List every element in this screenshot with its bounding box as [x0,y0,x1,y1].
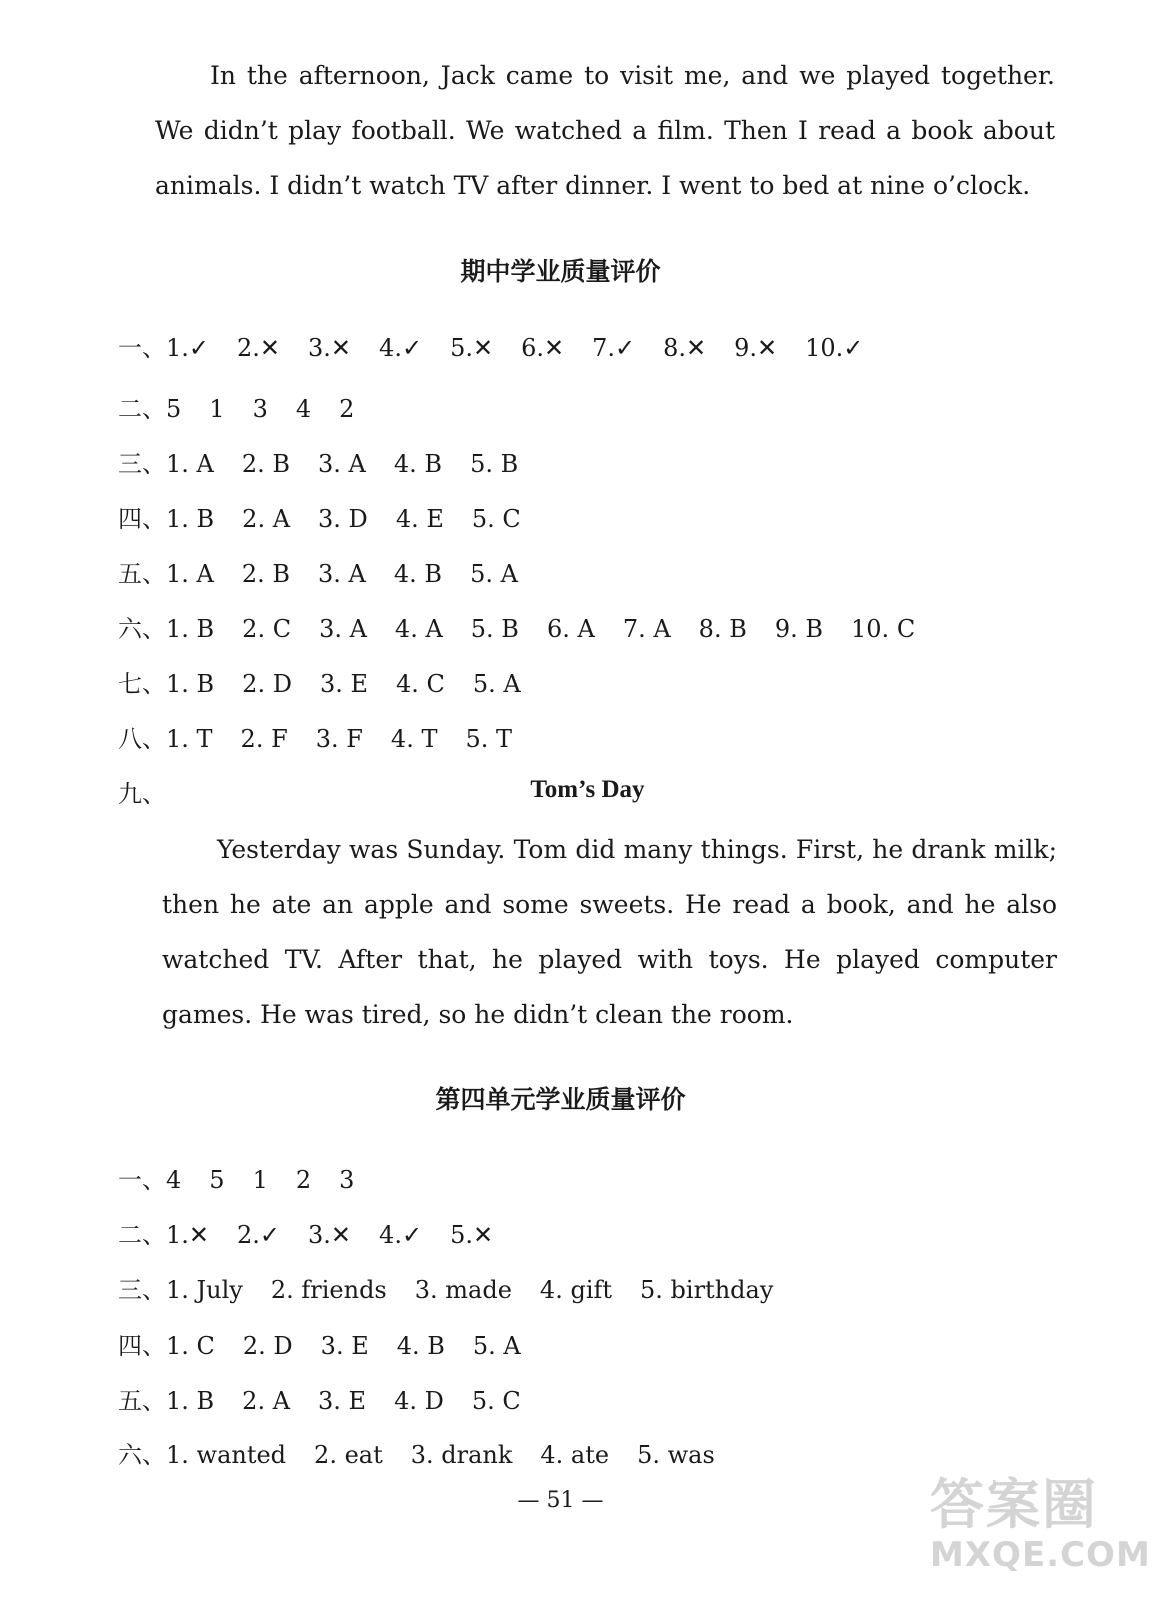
answer-item: 2. friends [270,1276,387,1304]
answer-item: 2. C [242,615,292,643]
answer-item: 2 [339,395,355,423]
answer-item: 4. E [395,505,444,533]
answer-item: 9.✕ [734,334,778,362]
watermark-url: MXQE.COM [930,1535,1151,1575]
answer-item: 5. was [637,1441,715,1469]
answer-item: 4. gift [539,1276,613,1304]
answer-item: 5. A [472,1332,521,1360]
s2-row-4 [118,1328,549,1364]
section2-title: 第四单元学业质量评价 [435,1085,686,1114]
answer-item: 2. B [241,560,291,588]
answer-item: 4. C [396,670,445,698]
answer-item: 9. B [774,615,824,643]
row-label: 六、 [118,615,166,643]
s2-row-2 [118,1217,521,1253]
row-label: 七、 [118,670,166,698]
top-paragraph: In the afternoon, Jack came to visit me, and we played together. We didn’t play football. We watched a film. Then I read a book about animals. I didn’t watch TV after dinner. I went to bed at nine o’clock. [155,61,1055,200]
s1-row-5 [118,556,546,592]
answer-item: 1. B [166,670,215,698]
answer-item: 10. C [851,615,916,643]
answer-item: 2. A [242,505,291,533]
answer-item: 4. T [390,725,438,753]
answer-item: 3. A [319,615,367,643]
answer-item: 4. D [394,1387,444,1415]
answer-item: 1 [252,1166,268,1194]
row-label: 九、 [118,780,166,808]
answer-item: 5. C [471,1387,521,1415]
answer-item: 6. A [546,615,595,643]
s1-row-2 [118,391,382,427]
answer-item: 7.✓ [592,334,636,362]
answer-item: 3. made [414,1276,512,1304]
answer-item: 5. birthday [640,1276,774,1304]
answer-item: 2. eat [314,1441,383,1469]
answer-item: 1. B [166,505,215,533]
answer-item: 3. E [318,1387,367,1415]
answer-item: 1. A [166,450,214,478]
answer-item: 5. B [470,615,519,643]
s1-row-7 [118,666,549,702]
answer-item: 3. F [315,725,363,753]
answer-item: 1. A [166,560,214,588]
answer-item: 4 [295,395,312,423]
row-label: 一、 [118,334,166,362]
answer-item: 5 [209,1166,225,1194]
answer-item: 4 [166,1166,182,1194]
answer-item: 3. drank [410,1441,513,1469]
watermark-logo-text: 答案圈 [930,1473,1098,1536]
answer-item: 4. B [393,450,443,478]
answer-item: 6.✕ [521,334,565,362]
row-label: 八、 [118,725,166,753]
answer-item: 2. D [242,670,292,698]
answer-item: 2.✕ [237,334,281,362]
s1-row-1 [118,330,891,366]
answer-item: 4.✓ [379,1221,423,1249]
answer-item: 5. B [470,450,519,478]
row-label: 四、 [118,505,166,533]
answer-item: 1. T [166,725,213,753]
answer-item: 1. wanted [166,1441,287,1469]
s1-row-4 [118,501,549,537]
row-label: 三、 [118,450,166,478]
answer-item: 3.✕ [308,1221,352,1249]
answer-item: 2. B [241,450,291,478]
page-number: — 51 — [517,1488,604,1513]
site-watermark [930,1473,1151,1585]
answer-item: 5. A [472,670,521,698]
answer-item: 3. D [318,505,368,533]
answer-item: 5. T [465,725,513,753]
row-label: 二、 [118,1221,166,1249]
answer-item: 5.✕ [450,1221,494,1249]
answer-item: 5.✕ [450,334,494,362]
answer-item: 2. F [240,725,288,753]
essay-title: Tom’s Day [530,776,645,803]
row-label: 二、 [118,395,166,423]
answer-item: 3.✕ [308,334,352,362]
s1-row-3 [118,446,546,482]
s1-row-8 [118,721,540,757]
answer-item: 4. A [394,615,443,643]
answer-item: 4.✓ [379,334,423,362]
row-label: 六、 [118,1441,166,1469]
answer-item: 3 [339,1166,355,1194]
s2-row-3 [118,1272,801,1308]
answer-item: 4. B [396,1332,445,1360]
answer-item: 1. B [166,1387,215,1415]
essay-paragraph: Yesterday was Sunday. Tom did many things. First, he drank milk; then he ate an apple and some sweets. He read a book, and he also watched TV. After that, he played with toys. He played computer games. He was tired, so he didn’t clean the room. [162,835,1057,1029]
answer-item: 1. July [166,1276,243,1304]
row-label: 三、 [118,1276,166,1304]
answer-item: 1.✓ [166,334,210,362]
answer-item: 1.✕ [166,1221,210,1249]
answer-item: 3. A [318,450,366,478]
s1-row-6 [118,611,943,647]
answer-item: 3. E [320,1332,369,1360]
row-label: 五、 [118,1387,166,1415]
answer-item: 8.✕ [663,334,707,362]
row-label: 四、 [118,1332,166,1360]
answer-item: 2.✓ [237,1221,281,1249]
answer-item: 1. B [166,615,215,643]
row-label: 一、 [118,1166,166,1194]
answer-item: 4. B [393,560,443,588]
answer-item: 2. A [242,1387,291,1415]
answer-item: 1. C [166,1332,215,1360]
answer-item: 3 [252,395,268,423]
answer-item: 2 [295,1166,312,1194]
answer-item: 4. ate [540,1441,610,1469]
answer-item: 3. A [318,560,366,588]
section1-title: 期中学业质量评价 [460,257,661,286]
row-label: 五、 [118,560,166,588]
answer-item: 8. B [698,615,747,643]
answer-item: 5. A [470,560,518,588]
s2-row-1 [118,1162,382,1198]
answer-item: 5. C [471,505,521,533]
answer-item: 10.✓ [805,334,864,362]
answer-item: 5 [166,395,182,423]
s2-row-5 [118,1383,549,1419]
s2-row-6 [118,1437,743,1473]
answer-item: 2. D [242,1332,293,1360]
answer-item: 1 [209,395,225,423]
answer-item: 7. A [622,615,671,643]
answer-item: 3. E [319,670,368,698]
